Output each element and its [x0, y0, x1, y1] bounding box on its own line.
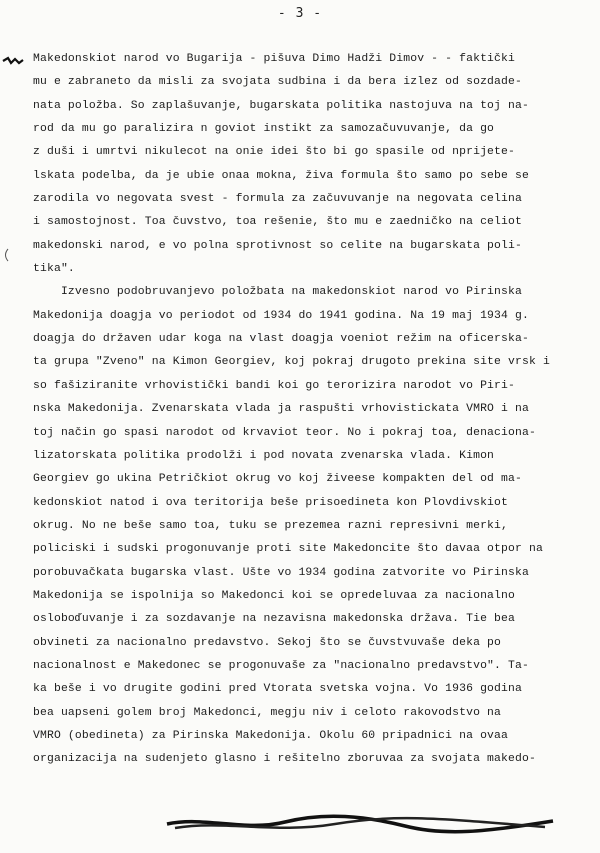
text-line: toj način go spasi narodot od krvaviot teor. No i pokraj toa, denaciona-: [33, 426, 536, 439]
text-line: makedonski narod, e vo polna sprotivnost so celite na bugarskata poli-: [33, 239, 522, 252]
text-line: Makedonija doagja vo periodot od 1934 do 1941 godina. Na 19 maj 1934 g.: [33, 309, 529, 322]
text-line: Georgiev go ukina Petričkiot okrug vo koj živeese kompakten del od ma-: [33, 473, 522, 486]
text-line: VMRO (obedineta) za Pirinska Makedonija. Okolu 60 pripadnici na ovaa: [33, 729, 509, 742]
text-line: tika".: [33, 263, 75, 276]
text-line: ta grupa "Zveno" na Kimon Georgiev, koj pokraj drugoto prekina site vrsk i: [33, 356, 550, 369]
text-line: mu e zabraneto da misli za svojata sudbina i da bera izlez od sozdade-: [33, 76, 522, 89]
text-line: z duši i umrtvi nikulecot na onie idei što bi go spasile od nprijete-: [33, 146, 515, 159]
margin-tick-mark: [2, 248, 10, 262]
margin-scribble-mark: [2, 56, 24, 66]
strikeout-scribble-mark: [165, 812, 555, 836]
text-line: nata položba. So zaplašuvanje, bugarskata politika nastojuva na toj na-: [33, 99, 529, 112]
text-line: doagja do državen udar koga na vlast doagja voeniot režim na oficerska-: [33, 333, 529, 346]
text-line: porobuvačkata bugarska vlast. Ušte vo 1934 godina zatvorite vo Pirinska: [33, 566, 529, 579]
text-line: lskata podelba, da je ubie onaa mokna, živa formula što samo po sebe se: [33, 169, 529, 182]
text-line: so fašiziranite vrhovistički bandi koi go terorizira narodot vo Piri-: [33, 379, 515, 392]
typewritten-body: [33, 48, 593, 772]
text-line: policiski i sudski progonuvanje proti site Makedoncite što davaa otpor na: [33, 543, 543, 556]
text-line: obvineti za nacionalno predavstvo. Sekoj što se čuvstvuvaše deka po: [33, 636, 502, 649]
text-line: i samostojnost. Toa čuvstvo, toa rešenie, što mu e zaedničko na celiot: [33, 216, 522, 229]
page-number: - 3 -: [277, 6, 323, 21]
text-line: osloboďuvanje i za sozdavanje na nezavisna makedonska država. Tie bea: [33, 613, 515, 626]
text-line: kedonskiot natod i ova teritorija beše prisoedineta kon Plovdivskiot: [33, 496, 509, 509]
text-line: Makedonskiot narod vo Bugarija - pišuva Dimo Hadži Dimov - - faktički: [33, 53, 515, 65]
text-line: ka beše i vo drugite godini pred Vtorata svetska vojna. Vo 1936 godina: [33, 683, 522, 696]
text-line: nacionalnost e Makedonec se progonuvaše za "nacionalno predavstvo". Ta-: [33, 659, 529, 672]
text-line: nska Makedonija. Zvenarskata vlada ja raspušti vrhovistickata VMRO i na: [33, 403, 529, 416]
text-line: rod da mu go paralizira n goviot instikt za samozačuvuvanje, da go: [33, 123, 495, 136]
text-line: zarodila vo negovata svest - formula za začuvuvanje na negovata celina: [33, 193, 522, 206]
text-line: lizatorskata politika prodolži i pod novata zvenarska vlada. Kimon: [33, 449, 495, 462]
text-line: organizacija na sudenjeto glasno i rešitelno zboruvaa za svojata makedo-: [33, 753, 536, 766]
text-line: Makedonija se ispolnija so Makedonci koi se opredeluvaa za nacionalno: [33, 589, 515, 602]
text-line: Izvesno podobruvanjevo položbata na makedonskiot narod vo Pirinska: [33, 286, 522, 299]
text-line: bea uapseni golem broj Makedonci, megju niv i celoto rakovodstvo na: [33, 706, 502, 719]
text-line: okrug. No ne beše samo toa, tuku se prezemea razni represivni merki,: [33, 519, 509, 532]
